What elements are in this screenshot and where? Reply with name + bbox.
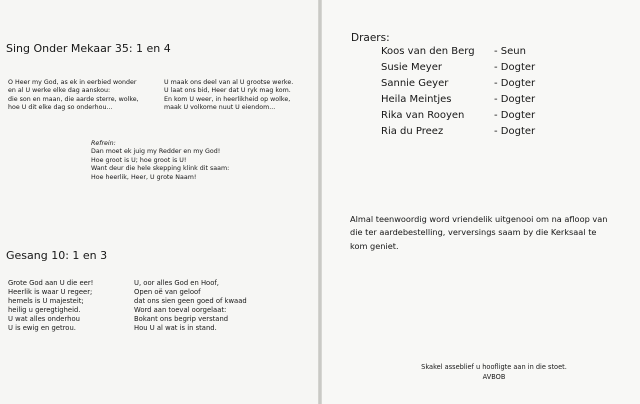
verse-line: Bokant ons begrip verstand	[134, 315, 229, 323]
refrain-line: Want deur die hele skepping klink dit saam:	[91, 165, 230, 173]
bearer-role: - Dogter	[494, 94, 536, 105]
bearer-name: Heila Meintjes	[381, 94, 452, 105]
verse-line: U wat alles onderhou	[8, 315, 80, 323]
verse-line: Word aan toeval oorgelaat:	[134, 306, 227, 314]
bearer-role: - Dogter	[494, 126, 536, 137]
song2-title: Gesang 10: 1 en 3	[6, 249, 108, 262]
verse-line: en al U werke elke dag aanskou:	[8, 87, 111, 95]
song1-title: Sing Onder Mekaar 35: 1 en 4	[6, 42, 171, 55]
bearer-role: - Dogter	[494, 110, 536, 121]
bearer-role: - Dogter	[494, 62, 536, 73]
bearer-name: Rika van Rooyen	[381, 110, 465, 121]
verse-line: heilig u geregtigheid.	[8, 306, 81, 314]
bearer-role: - Seun	[494, 46, 526, 57]
bearer-role: - Dogter	[494, 78, 536, 89]
bearer-name: Ria du Preez	[381, 126, 444, 137]
verse-line: Open oë van geloof	[134, 288, 201, 296]
invitation-line: die ter aardebestelling, verversings saam by die Kerksaal te	[350, 227, 597, 238]
verse-line: En kom U weer, in heerlikheid op wolke,	[164, 95, 291, 103]
verse-line: U laat ons bid, Heer dat U ryk mag kom.	[164, 87, 291, 95]
verse-line: Grote God aan U die eer!	[8, 279, 94, 287]
funeral-company: AVBOB	[482, 373, 506, 381]
refrain-line: Dan moet ek juig my Redder en my God!	[91, 148, 221, 156]
song1-refrain	[91, 140, 229, 182]
headlights-note: Skakel asseblief u hoofligte aan in die stoet.	[421, 363, 567, 371]
verse-line: U maak ons deel van al U grootse werke.	[164, 79, 294, 86]
song2-verse1	[8, 279, 93, 333]
page-fold	[318, 0, 322, 404]
verse-line: hoe U dit elke dag so onderhou...	[8, 104, 113, 112]
verse-line: maak U volkome nuut U eiendom...	[164, 104, 276, 112]
right-page	[322, 0, 640, 404]
verse-line: U, oor alles God en Hoof,	[134, 279, 219, 287]
refrain-line: Hoe groot is U; hoe groot is U!	[91, 156, 187, 164]
bearer-name: Susie Meyer	[381, 62, 442, 73]
song1-verse1	[8, 79, 139, 113]
verse-line: dat ons sien geen goed of kwaad	[134, 297, 247, 305]
song2-verse3	[134, 279, 247, 333]
invitation-line: Almal teenwoordig word vriendelik uitgenooi om na afloop van	[350, 214, 608, 224]
verse-line: U is ewig en getrou.	[8, 324, 76, 332]
verse-line: die son en maan, die aarde sterre, wolke,	[8, 95, 139, 103]
verse-line: Heerlik is waar U regeer;	[8, 288, 93, 296]
bearer-name: Sannie Geyer	[381, 78, 449, 89]
verse-line: O Heer my God, as ek in eerbied wonder	[8, 79, 137, 86]
song1-verse4	[164, 79, 293, 113]
bearers-title: Draers:	[351, 32, 390, 44]
refrain-line: Hoe heerlik, Heer, U grote Naam!	[91, 173, 197, 181]
verse-line: Hou U al wat is in stand.	[134, 324, 217, 332]
bearer-name: Koos van den Berg	[381, 46, 475, 57]
invitation-line: kom geniet.	[350, 240, 399, 251]
refrain-label: Refrein:	[91, 140, 116, 147]
verse-line: hemels is U majesteit;	[8, 297, 84, 305]
left-page	[0, 0, 318, 404]
invitation-text	[350, 213, 635, 253]
